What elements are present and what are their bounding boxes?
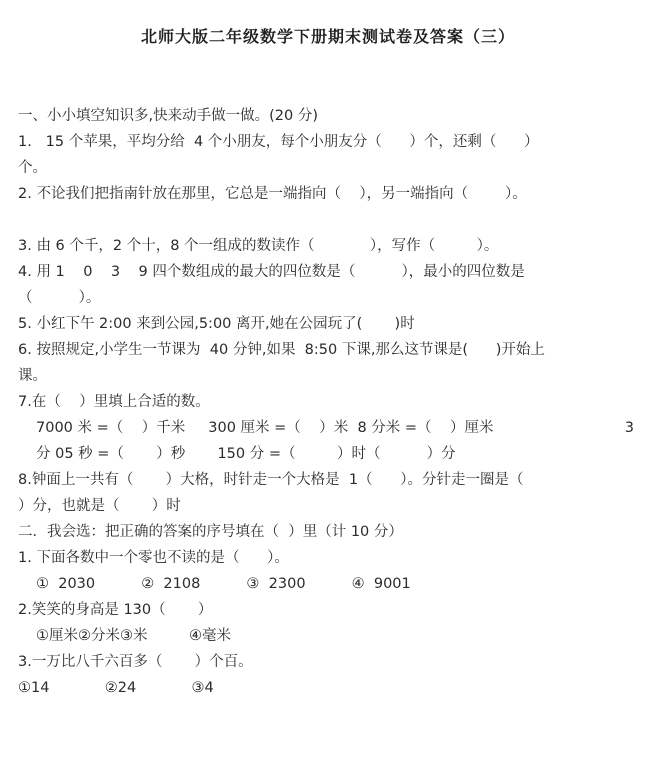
document-title: 北师大版二年级数学下册期末测试卷及答案（三） xyxy=(140,27,515,46)
choice-question-1-options: ① 2030 ② 2108 ③ 2300 ④ 9001 xyxy=(36,576,411,592)
choice-question-2: 2.笑笑的身高是 130（ ） xyxy=(18,602,213,618)
question-7-line-1-end: 3 xyxy=(624,420,634,436)
question-8-line-2: ）分，也就是（ ）时 xyxy=(18,498,181,514)
question-8-line-1: 8.钟面上一共有（ ）大格，时针走一个大格是 1（ ）。分针走一圈是（ xyxy=(18,472,524,488)
question-7-line-2: 分 05 秒 =（ ）秒 150 分 =（ ）时（ ）分 xyxy=(36,446,456,462)
question-6-line-2: 课。 xyxy=(18,368,47,384)
question-5: 5. 小红下午 2:00 来到公园,5:00 离开,她在公园玩了( )时 xyxy=(18,316,415,332)
question-1-line-2: 个。 xyxy=(18,160,47,176)
section-1-heading: 一、小小填空知识多,快来动手做一做。(20 分) xyxy=(18,108,318,124)
question-3: 3. 由 6 个千，2 个十，8 个一组成的数读作（ ），写作（ ）。 xyxy=(18,238,499,254)
choice-question-3: 3.一万比八千六百多（ ）个百。 xyxy=(18,654,253,670)
question-6-line-1: 6. 按照规定,小学生一节课为 40 分钟,如果 8:50 下课,那么这节课是( )开始上 xyxy=(18,342,545,358)
question-4-line-2: （ ）。 xyxy=(18,290,101,306)
section-2-heading: 二．我会选：把正确的答案的序号填在（ ）里（计 10 分） xyxy=(18,524,403,540)
choice-question-3-options: ①14 ②24 ③4 xyxy=(18,680,214,696)
choice-question-1: 1. 下面各数中一个零也不读的是（ ）。 xyxy=(18,550,289,566)
question-7-line-1: 7000 米 =（ ）千米 300 厘米 =（ ）米 8 分米 =（ ）厘米 xyxy=(36,420,494,436)
question-2: 2. 不论我们把指南针放在那里，它总是一端指向（ ），另一端指向（ ）。 xyxy=(18,186,527,202)
question-7: 7.在（ ）里填上合适的数。 xyxy=(18,394,210,410)
question-4-line-1: 4. 用 1 0 3 9 四个数组成的最大的四位数是（ ），最小的四位数是 xyxy=(18,264,525,280)
question-1-line-1: 1. 15 个苹果，平均分给 4 个小朋友，每个小朋友分（ ）个，还剩（ ） xyxy=(18,134,539,150)
choice-question-2-options: ①厘米②分米③米 ④毫米 xyxy=(36,628,231,644)
